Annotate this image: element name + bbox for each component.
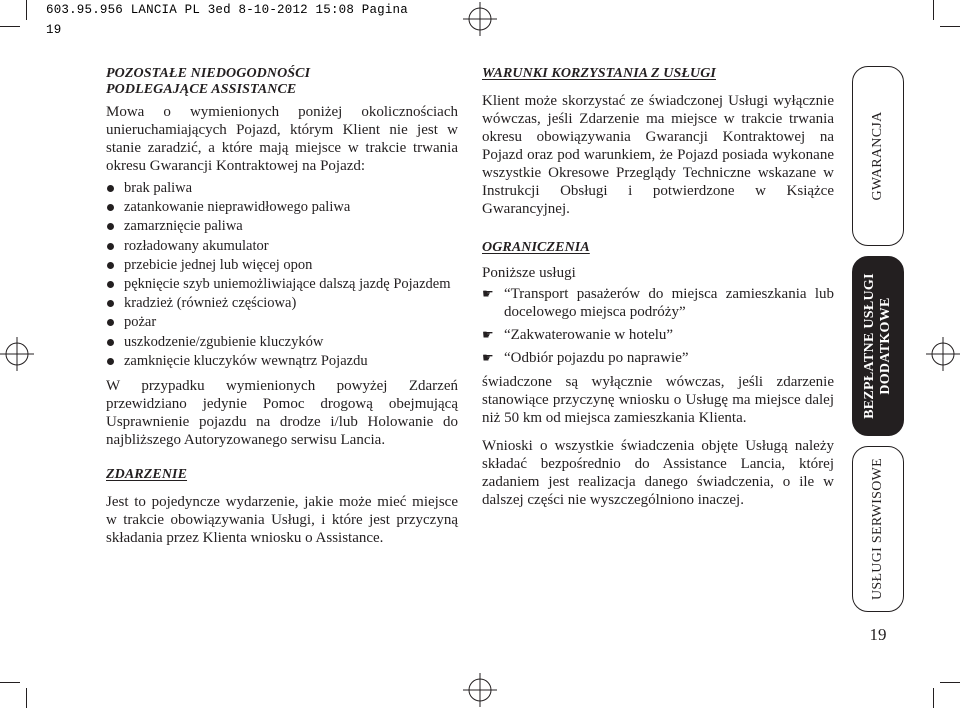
services-list: [482, 285, 834, 367]
list-item-text: rozładowany akumulator: [124, 237, 269, 254]
list-item-text: zatankowanie nieprawidłowego paliwa: [124, 199, 351, 216]
heading-line: PODLEGAJĄCE ASSISTANCE: [106, 82, 297, 97]
tab-bezplatne-uslugi-dodatkowe[interactable]: [852, 256, 904, 436]
bullet-icon: [107, 358, 114, 365]
list-item: [106, 179, 458, 198]
list-item: [106, 198, 458, 217]
bullet-icon: [107, 262, 114, 269]
pointing-hand-icon: ☛: [482, 327, 494, 342]
left-column: [106, 66, 458, 547]
limits-paragraph: świadczone są wyłącznie wówczas, jeśli zdarzenie stanowiące przyczynę wniosku o Usługę ma miejsce dalej niż 50 km od miejsca zamieszkania Klienta.: [482, 374, 834, 426]
bullet-icon: [107, 300, 114, 307]
bullet-icon: [107, 281, 114, 288]
page-number: 19: [869, 625, 887, 644]
registration-mark-right: [926, 337, 960, 371]
right-column: [482, 66, 834, 509]
list-item: [106, 352, 458, 371]
list-item-text: uszkodzenie/zgubienie kluczyków: [124, 333, 324, 350]
registration-mark-top: [463, 2, 497, 36]
registration-mark-bottom: [463, 673, 497, 707]
list-item-text: brak paliwa: [124, 180, 193, 196]
bullet-icon: [107, 339, 114, 346]
tab-label: GWARANCJA: [870, 111, 885, 201]
crop-mark: [933, 688, 934, 708]
tab-gwarancja[interactable]: [852, 66, 904, 246]
list-item-text: kradzież (również częściowa): [124, 295, 297, 312]
tab-label: [862, 273, 894, 419]
list-item-text: zamarznięcie paliwa: [124, 218, 243, 235]
crop-mark: [0, 682, 20, 683]
list-item-text: “Transport pasażerów do miejsca zamieszkania lub docelowego miejsca podróży”: [504, 286, 834, 320]
limits-intro: Poniższe usługi: [482, 265, 576, 281]
list-item-text: zamknięcie kluczyków wewnątrz Pojazdu: [124, 352, 368, 369]
heading-line: POZOSTAŁE NIEDOGODNOŚCI: [106, 66, 311, 81]
section-heading-conditions: WARUNKI KORZYSTANIA Z USŁUGI: [482, 66, 716, 81]
list-item: [482, 285, 834, 321]
list-item: [106, 237, 458, 256]
bullet-icon: [107, 319, 114, 326]
outro-paragraph: W przypadku wymienionych powyżej Zdarzeń przewidziano jedynie Pomoc drogową obejmującą Usprawnienie pojazdu na drodze i/lub Holowanie do najbliższego Autoryzowanego serwisu Lancia.: [106, 378, 458, 449]
section-heading-limits: OGRANICZENIA: [482, 240, 590, 255]
list-item-text: pęknięcie szyb uniemożliwiające dalszą jazdę Pojazdem: [124, 276, 451, 293]
tab-label: USŁUGI SERWISOWE: [870, 457, 885, 601]
list-item: [106, 256, 458, 275]
list-item: [482, 349, 834, 367]
list-item-text: pożar: [124, 314, 157, 331]
intro-paragraph: Mowa o wymienionych poniżej okolicznościach unieruchamiających Pojazd, którym Klient nie jest w stanie zaradzić, a które mają miejsce w trakcie trwania okresu Gwarancji Kontraktowej na Pojazd:: [106, 104, 458, 174]
crop-mark: [0, 26, 20, 27]
conditions-paragraph: Klient może skorzystać ze świadczonej Usługi wyłącznie wówczas, jeśli Zdarzenie ma miejsce w trakcie trwania okresu obowiązywania Gwarancji Kontraktowej na Pojazd oraz pod warunkiem, że Pojazd posiada wykonane wszystkie Okresowe Przeglądy Techniczne wskazane w Instrukcji Obsługi i potwierdzone w Książce Gwarancyjnej.: [482, 93, 834, 217]
bullet-icon: [107, 223, 114, 230]
crop-mark: [26, 688, 27, 708]
list-item: [106, 333, 458, 352]
registration-mark-left: [0, 337, 34, 371]
tab-label-line: BEZPŁATNE USŁUGI: [862, 273, 877, 419]
list-item: [106, 275, 458, 294]
print-slug: 603.95.956 LANCIA PL 3ed 8-10-2012 15:08 Pagina 19: [0, 0, 420, 20]
list-item: [106, 294, 458, 313]
bullet-icon: [107, 243, 114, 250]
section-heading-other-issues: [106, 66, 458, 98]
event-paragraph: Jest to pojedyncze wydarzenie, jakie może mieć miejsce w trakcie obowiązywania Usługi, i które jest przyczyną składania przez Klienta wniosku o Assistance.: [106, 494, 458, 547]
list-item: [482, 326, 834, 344]
bullet-icon: [107, 185, 114, 192]
bullet-icon: [107, 204, 114, 211]
pointing-hand-icon: ☛: [482, 286, 494, 301]
tab-label-line: DODATKOWE: [878, 297, 893, 395]
section-heading-event: ZDARZENIE: [106, 467, 188, 483]
crop-mark: [940, 26, 960, 27]
list-item-text: “Odbiór pojazdu po naprawie”: [504, 350, 689, 366]
issue-list: [106, 179, 458, 371]
crop-mark: [26, 0, 27, 20]
list-item-text: przebicie jednej lub więcej opon: [124, 256, 313, 273]
list-item-text: “Zakwaterowanie w hotelu”: [504, 327, 674, 343]
crop-mark: [933, 0, 934, 20]
crop-mark: [940, 682, 960, 683]
list-item: [106, 217, 458, 236]
pointing-hand-icon: ☛: [482, 350, 494, 365]
requests-paragraph: Wnioski o wszystkie świadczenia objęte Usługą należy składać bezpośrednio do Assistance Lancia, której zadaniem jest realizacja danego świadczenia, o ile w dalszej części nie wyszczególniono inaczej.: [482, 438, 834, 508]
tab-uslugi-serwisowe[interactable]: [852, 446, 904, 612]
list-item: [106, 313, 458, 332]
